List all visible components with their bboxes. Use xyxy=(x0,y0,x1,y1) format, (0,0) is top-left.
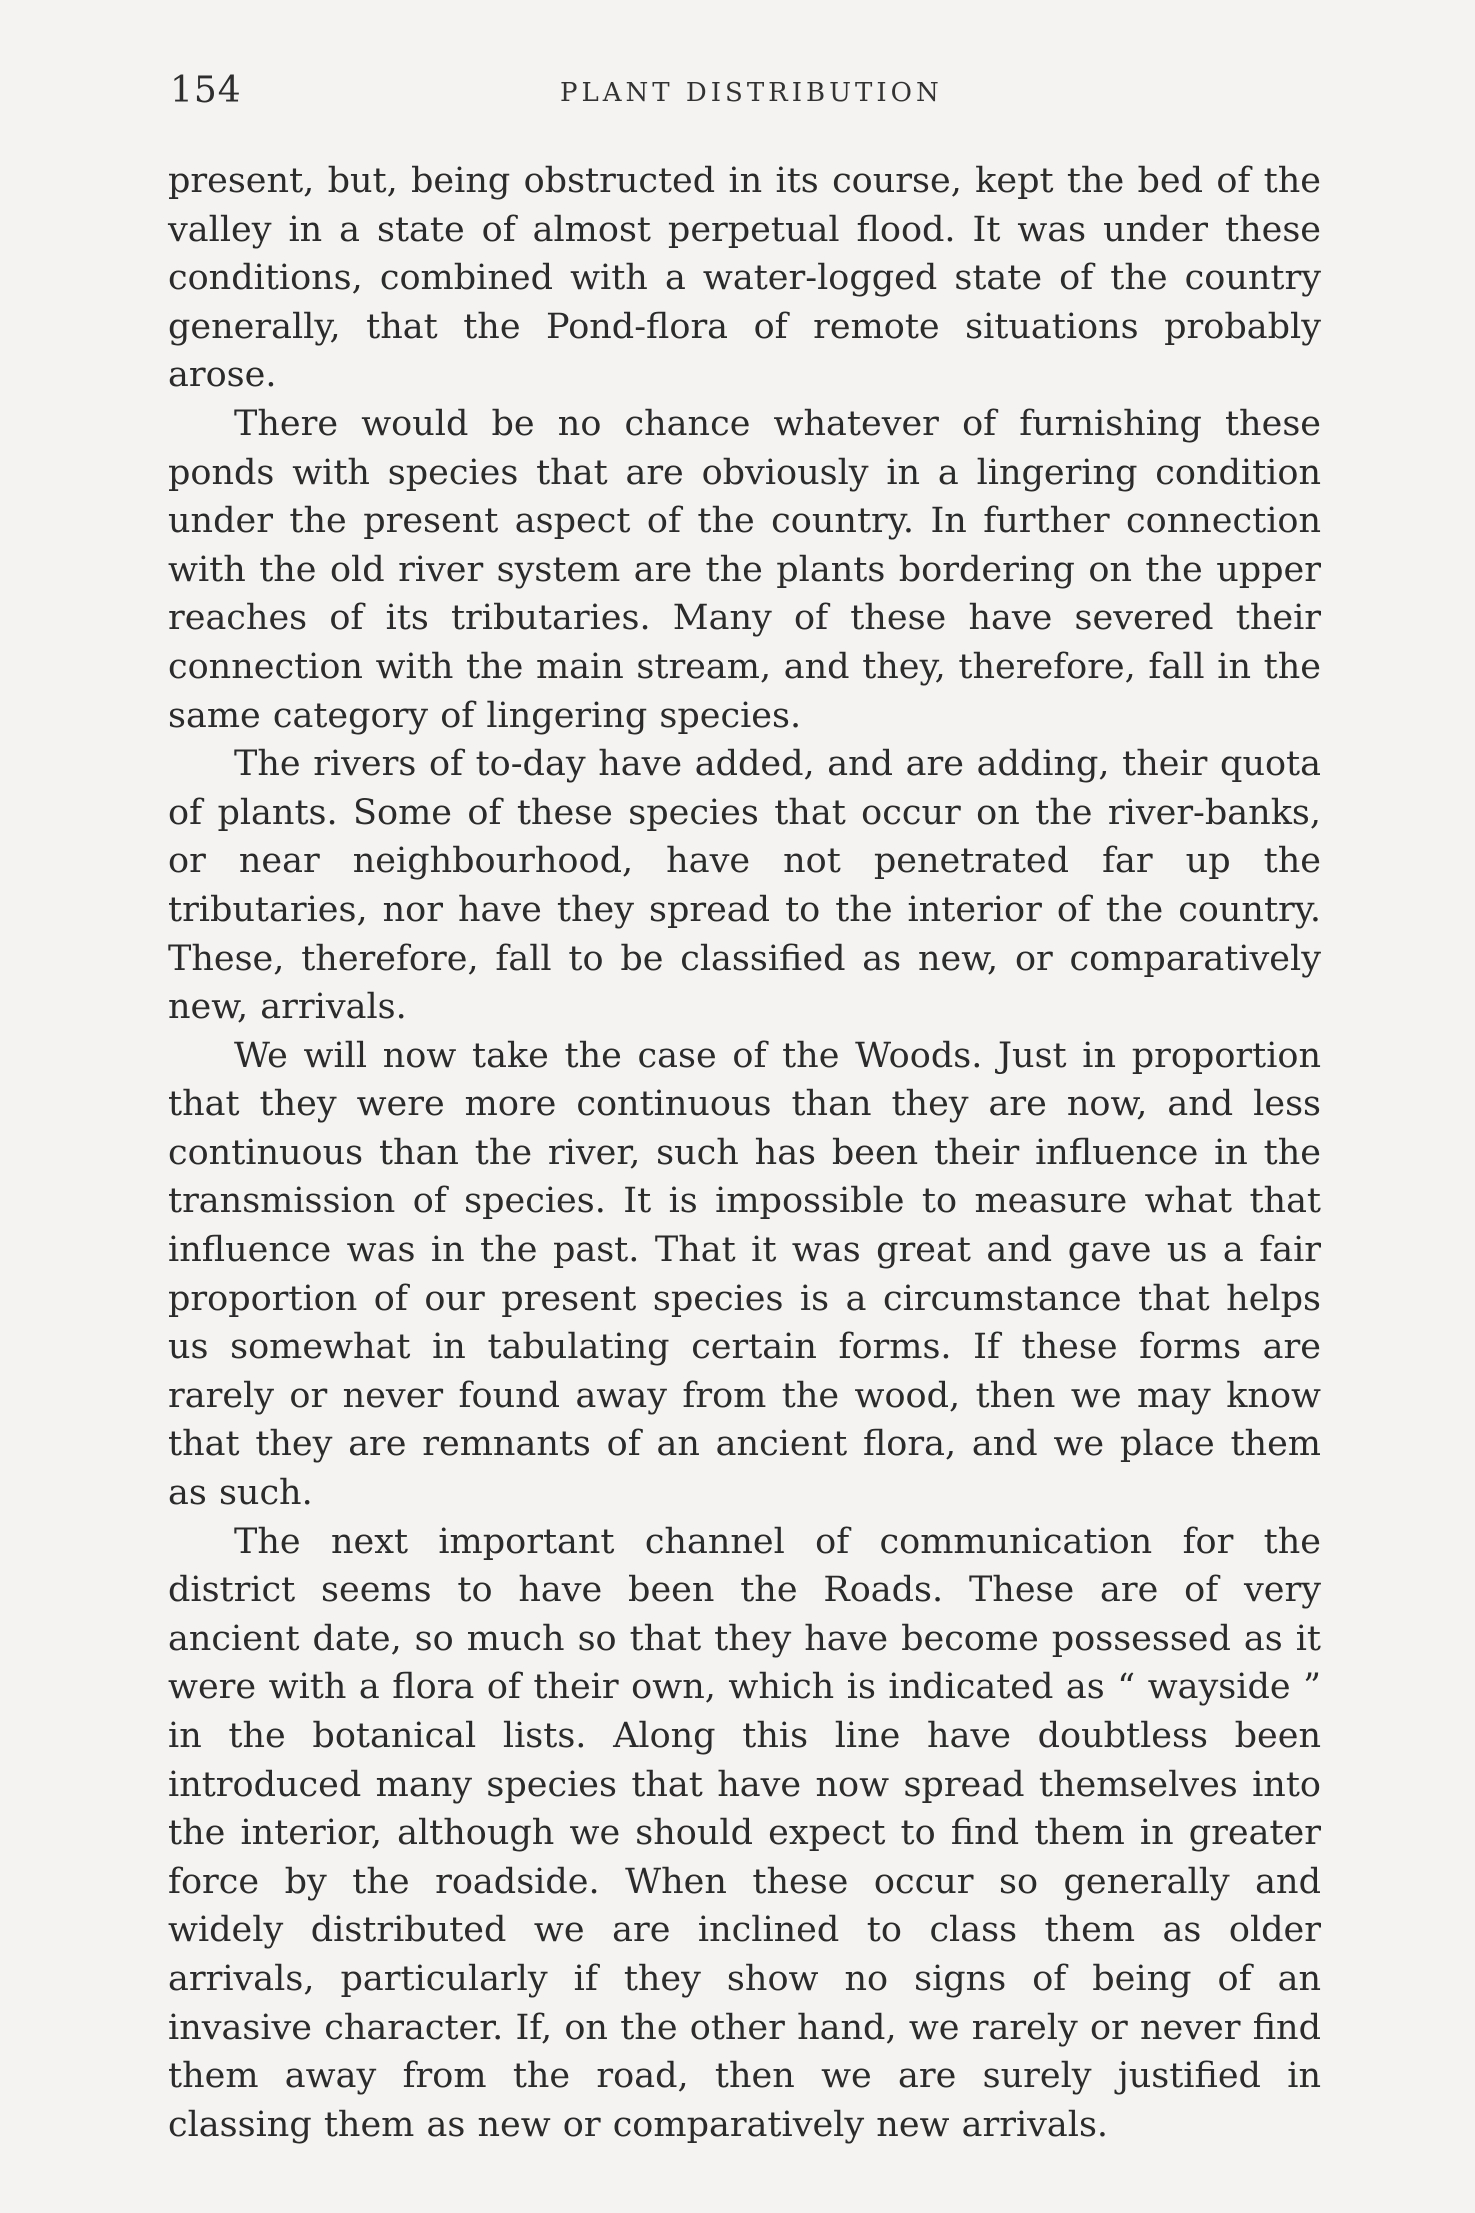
running-title: PLANT DISTRIBUTION xyxy=(560,78,943,108)
body-text xyxy=(168,157,1321,2149)
paragraph-continuation: present, but, being obstructed in its course, kept the bed of the valley in a state of almost perpetual flood. It was under these conditions, combined with a water-logged state of the country generally, that the Pond-flora of remote situations probably arose. xyxy=(168,161,1321,396)
paragraph-ponds: There would be no chance whatever of furnishing these ponds with species that are obviously in a lingering condition under the present aspect of the country. In further connection with the old river system are the plants bordering on the upper reaches of its tributaries. Many of these have severed their connection with the main stream, and they, therefore, fall in the same category of lingering species. xyxy=(168,403,1321,736)
paragraph-rivers: The rivers of to-day have added, and are adding, their quota of plants. Some of these species that occur on the river-banks, or near neighbourhood, have not penetrated far up the tributaries, nor have they spread to the interior of the country. These, therefore, fall to be classified as new, or comparatively new, arrivals. xyxy=(168,744,1321,1028)
paragraph-woods: We will now take the case of the Woods. Just in proportion that they were more continuous than they are now, and less continuous than the river, such has been their influence in the transmission of species. It is impossible to measure what that influence was in the past. That it was great and gave us a fair proportion of our present species is a circumstance that helps us somewhat in tabulating certain forms. If these forms are rarely or never found away from the wood, then we may know that they are remnants of an ancient flora, and we place them as such. xyxy=(168,1035,1321,1514)
paragraph-roads: The next important channel of communication for the district seems to have been the Roads. These are of very ancient date, so much so that they have become possessed as it were with a flora of their own, which is indicated as “ wayside ” in the botanical lists. Along this line have doubtless been introduced many species that have now spread themselves into the interior, although we should expect to find them in greater force by the roadside. When these occur so generally and widely distributed we are inclined to class them as older arrivals, particularly if they show no signs of being of an invasive character. If, on the other hand, we rarely or never find them away from the road, then we are surely justified in classing them as new or comparatively new arrivals. xyxy=(168,1521,1321,2145)
page-number: 154 xyxy=(170,70,242,111)
